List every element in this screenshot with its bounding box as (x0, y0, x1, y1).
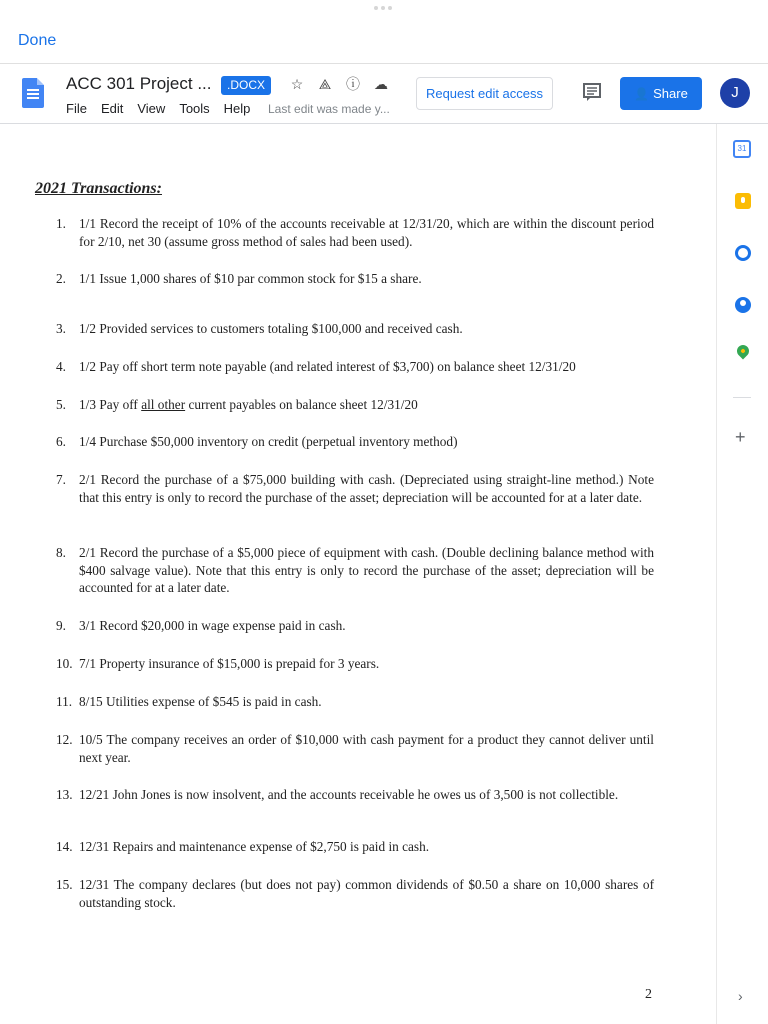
menu-help[interactable]: Help (223, 101, 251, 116)
item-number: 13. (56, 787, 73, 802)
request-edit-access-button[interactable]: Request edit access (416, 77, 553, 110)
side-panel-separator (733, 397, 751, 398)
item-text: 10/5 The company receives an order of $10,000 with cash payment for a product they cannot deliver until next year. (79, 732, 654, 765)
window-handle[interactable] (374, 6, 394, 12)
menu-bar (66, 101, 250, 116)
item-number: 8. (56, 545, 66, 560)
list-item (56, 876, 654, 911)
item-text: 1/1 Record the receipt of 10% of the accounts receivable at 12/31/20, which are within the discount period for 2/10, net 30 (assume gross method of sales had been used). (79, 216, 654, 249)
list-item (56, 655, 654, 673)
title-icons (288, 74, 390, 94)
list-item (56, 617, 654, 635)
item-text: 2/1 Record the purchase of a $5,000 piece of equipment with cash. (Double declining balance method with $400 salvage value). Note that this entry is only to record the purchase of the asset; depreciation will be accounted for at a later date. (79, 545, 654, 595)
item-number: 10. (56, 656, 73, 671)
menu-edit[interactable]: Edit (100, 101, 124, 116)
item-number: 1. (56, 216, 66, 231)
item-text: 12/31 Repairs and maintenance expense of $2,750 is paid in cash. (79, 839, 430, 854)
chevron-right-icon[interactable]: › (738, 988, 743, 1004)
item-number: 12. (56, 732, 73, 747)
keep-icon[interactable] (735, 193, 751, 209)
item-number: 7. (56, 472, 66, 487)
item-text: 12/31 The company declares (but does not pay) common dividends of $0.50 a share on 10,000 shares of outstanding stock. (79, 877, 654, 910)
tasks-icon[interactable] (735, 245, 751, 261)
star-icon[interactable]: ☆ (290, 76, 304, 92)
list-item (56, 731, 654, 766)
item-text: 1/2 Pay off short term note payable (and related interest of $3,700) on balance sheet 12/31/20 (79, 359, 576, 374)
item-text: 2/1 Record the purchase of a $75,000 building with cash. (Depreciated using straight-line method.) Note that this entry is only to record the purchase of the asset; depreciation will be accounted for at a later date. (79, 472, 654, 505)
document-page[interactable] (0, 124, 716, 1024)
list-item (56, 544, 654, 597)
list-item (56, 433, 654, 451)
item-number: 11. (56, 694, 73, 709)
page-number: 2 (645, 987, 652, 1002)
item-number: 3. (56, 321, 66, 336)
move-to-drive-icon[interactable]: ⟁ (318, 76, 332, 92)
item-text: 1/4 Purchase $50,000 inventory on credit (perpetual inventory method) (79, 434, 458, 449)
item-text: 7/1 Property insurance of $15,000 is prepaid for 3 years. (79, 656, 380, 671)
list-item (56, 358, 654, 376)
menu-tools[interactable]: Tools (179, 101, 210, 116)
item-number: 15. (56, 877, 73, 892)
item-text: 12/21 John Jones is now insolvent, and the accounts receivable he owes us of 3,500 is not collectible. (79, 787, 619, 802)
list-item (56, 693, 654, 711)
item-text: 1/2 Provided services to customers totaling $100,000 and received cash. (79, 321, 463, 336)
item-text: 1/3 Pay off all other current payables on balance sheet 12/31/20 (79, 397, 418, 412)
info-icon[interactable]: ⓘ (346, 76, 360, 92)
list-item (56, 838, 654, 856)
cloud-status-icon[interactable]: ☁ (374, 76, 388, 92)
comment-history-icon[interactable] (582, 82, 602, 102)
list-item (56, 320, 654, 338)
list-item (56, 471, 654, 506)
calendar-icon[interactable]: 31 (733, 140, 751, 158)
list-item (56, 786, 654, 804)
menu-view[interactable]: View (137, 101, 166, 116)
list-item (56, 215, 654, 250)
item-text: 3/1 Record $20,000 in wage expense paid in cash. (79, 618, 346, 633)
share-button[interactable] (620, 77, 702, 110)
google-docs-icon[interactable] (22, 78, 44, 108)
share-label: Share (653, 86, 688, 101)
section-title: 2021 Transactions: (35, 180, 162, 197)
document-title[interactable]: ACC 301 Project ... (66, 74, 212, 93)
divider (0, 63, 768, 64)
people-icon: 👤 (634, 87, 650, 101)
item-number: 4. (56, 359, 66, 374)
last-edit-link[interactable]: Last edit was made y... (268, 102, 390, 116)
item-number: 2. (56, 271, 66, 286)
list-item (56, 396, 654, 414)
done-button[interactable]: Done (18, 32, 57, 49)
contacts-icon[interactable] (735, 297, 751, 313)
avatar[interactable]: J (720, 78, 750, 108)
add-addon-icon[interactable]: + (735, 427, 746, 447)
underlined-phrase: all other (141, 397, 186, 412)
item-text: 1/1 Issue 1,000 shares of $10 par common stock for $15 a share. (79, 271, 422, 286)
list-item (56, 270, 654, 288)
side-panel-divider (716, 124, 717, 1024)
item-number: 5. (56, 397, 66, 412)
docx-badge: .DOCX (221, 76, 271, 95)
item-number: 14. (56, 839, 73, 854)
item-number: 9. (56, 618, 66, 633)
menu-file[interactable]: File (66, 101, 87, 116)
item-number: 6. (56, 434, 66, 449)
item-text: 8/15 Utilities expense of $545 is paid in cash. (79, 694, 322, 709)
maps-icon[interactable] (735, 343, 752, 360)
